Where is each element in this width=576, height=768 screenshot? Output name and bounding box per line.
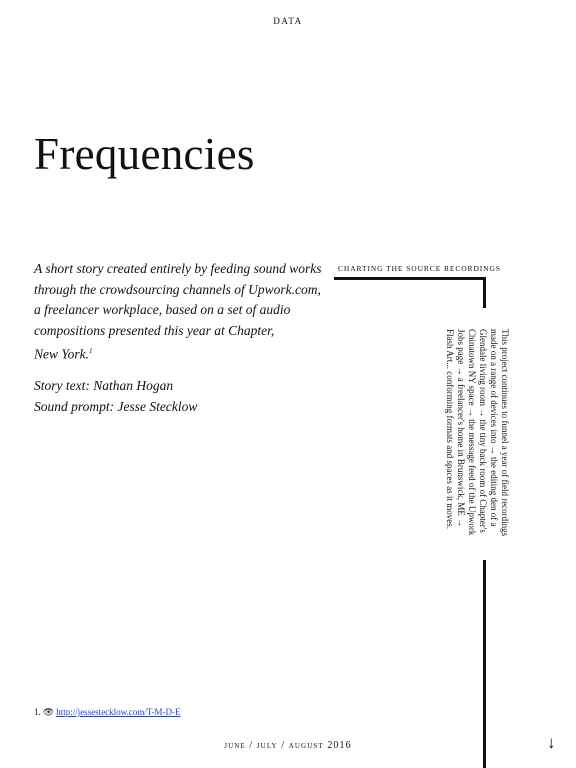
divider-vertical-top	[483, 277, 486, 308]
footnote	[34, 707, 181, 718]
down-arrow-icon[interactable]: ↓	[547, 733, 556, 752]
intro-line: New York.	[34, 346, 90, 362]
eye-icon: 👁	[42, 707, 55, 717]
intro-line: through the crowdsourcing channels of Upwork.com,	[34, 281, 321, 297]
intro-line: compositions presented this year at Chapter,	[34, 322, 275, 338]
footnote-link[interactable]: http://jessestecklow.com/T-M-D-E	[56, 707, 181, 717]
sidebar-text: This project continues to funnel a year of field recordings made on a range of devices into → the editing den of a Glendale living room → the tiny back room of Chapter's Chinatown NY space → the message feed of the Upwork Jobs page → a freelancer's home in Brunswick, ME → Flash Art... conforming formats and spaces as it moves.	[445, 329, 510, 537]
section-label: DATA	[273, 16, 303, 26]
footnote-ref[interactable]: 1	[89, 347, 93, 355]
story-credit: Story text: Nathan Hogan	[34, 378, 174, 393]
intro-line: A short story created entirely by feeding sound works	[34, 261, 322, 276]
intro-paragraph	[34, 259, 324, 365]
issue-date: june / july / august 2016	[224, 740, 352, 751]
sound-credit: Sound prompt: Jesse Stecklow	[34, 398, 198, 414]
article-title: Frequencies	[34, 129, 255, 179]
divider-vertical-bottom	[483, 560, 486, 768]
divider-horizontal	[334, 277, 486, 280]
credits	[34, 376, 197, 417]
sidebar-label: CHARTING THE SOURCE RECORDINGS	[338, 264, 501, 273]
intro-line: a freelancer workplace, based on a set of audio	[34, 302, 291, 317]
footnote-number: 1.	[34, 707, 41, 717]
